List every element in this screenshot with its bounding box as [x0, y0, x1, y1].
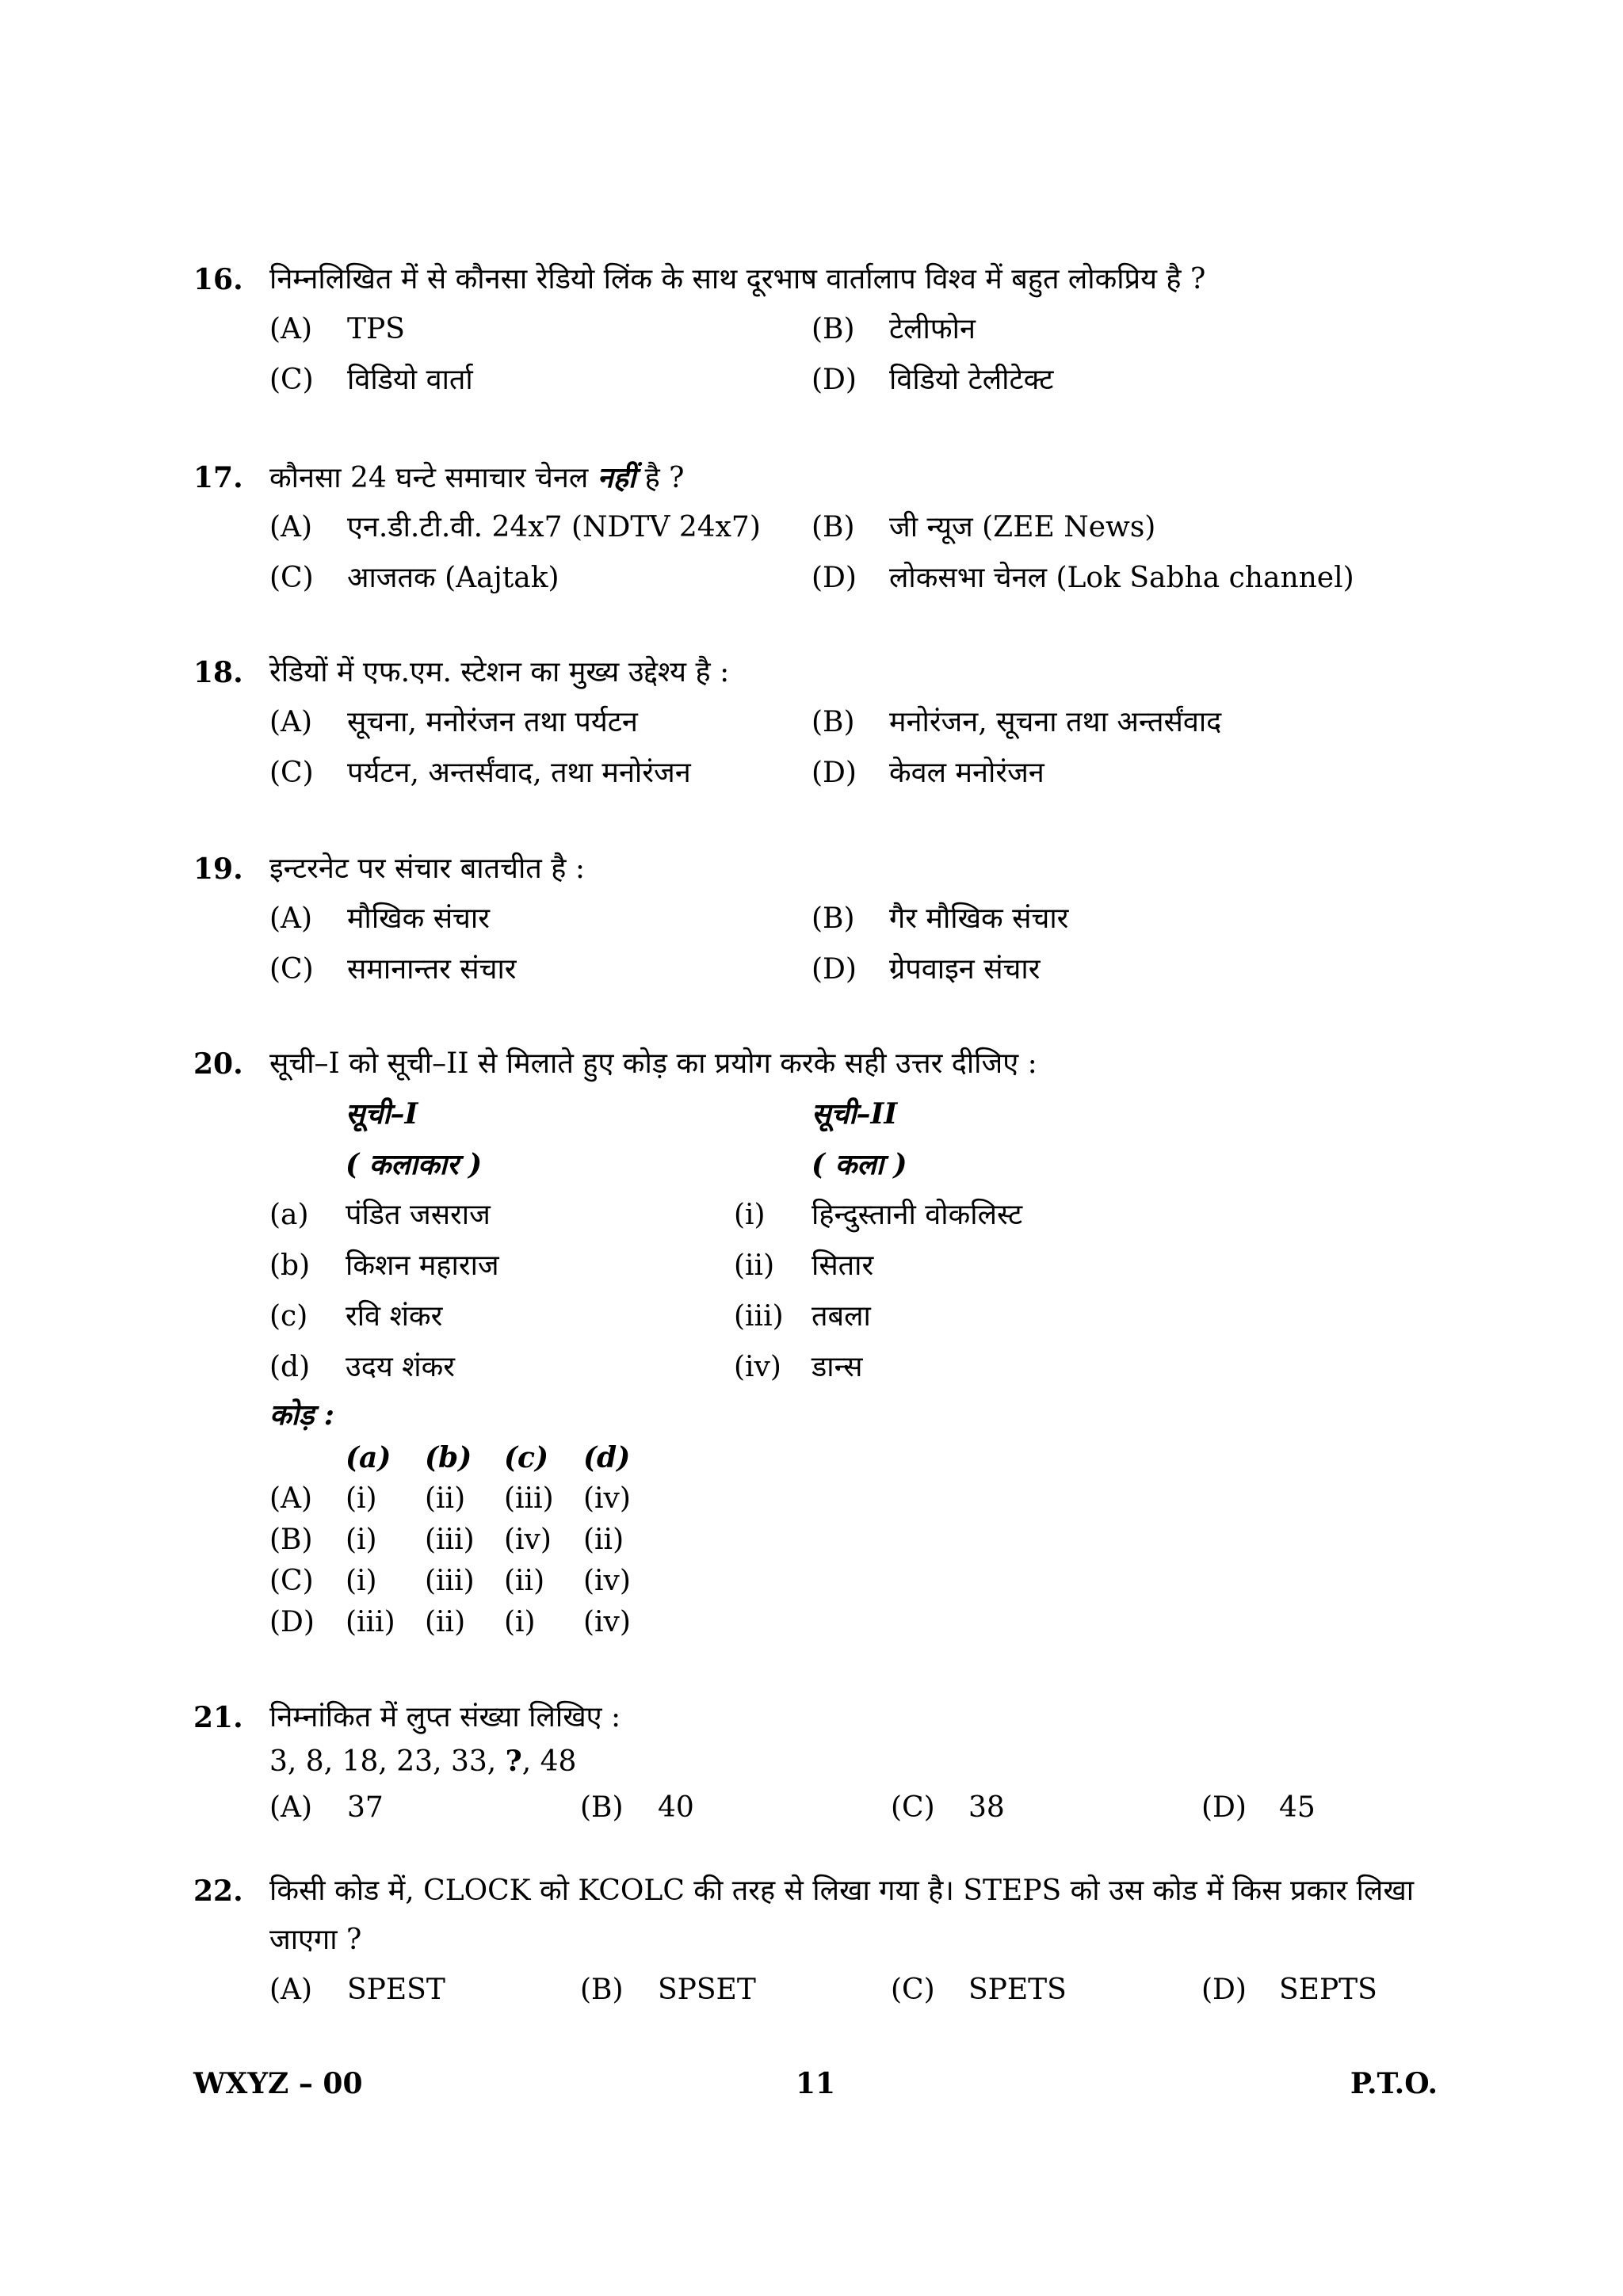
page-number: 11	[796, 2067, 836, 2100]
option-a: (A) SPEST	[269, 1974, 445, 2006]
option-c: (C) SPETS	[891, 1974, 1067, 2006]
question-number: 20.	[193, 1047, 243, 1081]
option-b: (B) जी न्यूज (ZEE News)	[812, 511, 1156, 543]
question-18	[193, 648, 1461, 799]
option-c: (C) आजतक (Aajtak)	[269, 562, 559, 594]
question-number: 16.	[193, 263, 243, 296]
list1-title: सूची–I	[346, 1097, 418, 1131]
question-19	[193, 845, 1461, 995]
question-number: 18.	[193, 656, 243, 689]
option-b: (B) गैर मौखिक संचार	[812, 902, 1069, 935]
match-row: (a) पंडित जसराज (i) हिन्दुस्तानी वोकलिस्ट	[269, 1199, 1023, 1231]
option-d: (D) विडियो टेलीटेक्ट	[812, 364, 1054, 396]
list2-subtitle: ( कला )	[812, 1148, 907, 1181]
question-17	[193, 453, 1461, 604]
code-row-a: (A) (i) (ii) (iii) (iv)	[269, 1482, 631, 1515]
question-21	[193, 1695, 1461, 1833]
option-b: (B) मनोरंजन, सूचना तथा अन्तर्संवाद	[812, 706, 1222, 738]
question-number: 19.	[193, 852, 243, 886]
option-a: (A) मौखिक संचार	[269, 902, 490, 935]
please-turn-over: P.T.O.	[1350, 2067, 1438, 2100]
option-c: (C) विडियो वार्ता	[269, 364, 473, 396]
match-row: (d) उदय शंकर (iv) डान्स	[269, 1351, 863, 1383]
question-number: 22.	[193, 1875, 243, 1908]
option-b: (B) SPSET	[580, 1974, 756, 2006]
missing-number-mark: ?	[505, 1745, 522, 1778]
question-number: 17.	[193, 461, 243, 494]
match-row: (b) किशन महाराज (ii) सितार	[269, 1249, 874, 1282]
code-row-b: (B) (i) (iii) (iv) (ii)	[269, 1524, 624, 1556]
option-b: (B) टेलीफोन	[812, 313, 976, 345]
code-row-d: (D) (iii) (ii) (i) (iv)	[269, 1606, 631, 1638]
question-number: 21.	[193, 1701, 243, 1734]
question-22	[193, 1867, 1461, 2016]
question-text: किसी कोड में, CLOCK को KCOLC की तरह से लिखा गया है। STEPS को उस कोड में किस प्रकार लिखा जाएगा ?	[269, 1875, 1415, 1956]
question-20	[193, 1039, 1461, 1643]
page-footer	[193, 2060, 1438, 2107]
number-series: 3, 8, 18, 23, 33, ?, 48	[269, 1745, 577, 1778]
option-a: (A) एन.डी.टी.वी. 24x7 (NDTV 24x7)	[269, 511, 761, 543]
option-c: (C) पर्यटन, अन्तर्संवाद, तथा मनोरंजन	[269, 757, 691, 789]
option-a: (A) 37	[269, 1791, 384, 1824]
list1-subtitle: ( कलाकार )	[346, 1148, 483, 1181]
option-a: (A) सूचना, मनोरंजन तथा पर्यटन	[269, 706, 638, 738]
paper-code: WXYZ – 00	[193, 2067, 363, 2100]
option-d: (D) 45	[1201, 1791, 1316, 1824]
option-a: (A) TPS	[269, 313, 405, 345]
question-text: निम्नलिखित में से कौनसा रेडियो लिंक के साथ दूरभाष वार्तालाप विश्व में बहुत लोकप्रिय है ?	[269, 263, 1206, 296]
option-b: (B) 40	[580, 1791, 694, 1824]
option-c: (C) समानान्तर संचार	[269, 953, 517, 986]
code-header-row: (a) (b) (c) (d)	[346, 1441, 631, 1474]
question-16	[193, 255, 1461, 406]
option-d: (D) ग्रेपवाइन संचार	[812, 953, 1041, 986]
option-d: (D) SEPTS	[1201, 1974, 1377, 2006]
option-d: (D) केवल मनोरंजन	[812, 757, 1044, 789]
question-text: सूची–I को सूची–II से मिलाते हुए कोड़ का प्रयोग करके सही उत्तर दीजिए :	[269, 1047, 1037, 1080]
code-row-c: (C) (i) (iii) (ii) (iv)	[269, 1565, 631, 1597]
question-text: रेडियों में एफ.एम. स्टेशन का मुख्य उद्देश्य है :	[269, 656, 730, 688]
list2-title: सूची–II	[812, 1097, 898, 1131]
question-text: निम्नांकित में लुप्त संख्या लिखिए :	[269, 1701, 621, 1733]
question-text: कौनसा 24 घन्टे समाचार चेनल नहीं है ?	[269, 461, 685, 494]
match-row: (c) रवि शंकर (iii) तबला	[269, 1300, 871, 1333]
option-d: (D) लोकसभा चेनल (Lok Sabha channel)	[812, 562, 1354, 594]
option-c: (C) 38	[891, 1791, 1005, 1824]
code-table	[269, 1437, 1461, 1643]
question-text: इन्टरनेट पर संचार बातचीत है :	[269, 852, 585, 885]
emphasis-not: नहीं	[597, 461, 636, 494]
code-label: कोड़ :	[269, 1398, 335, 1432]
